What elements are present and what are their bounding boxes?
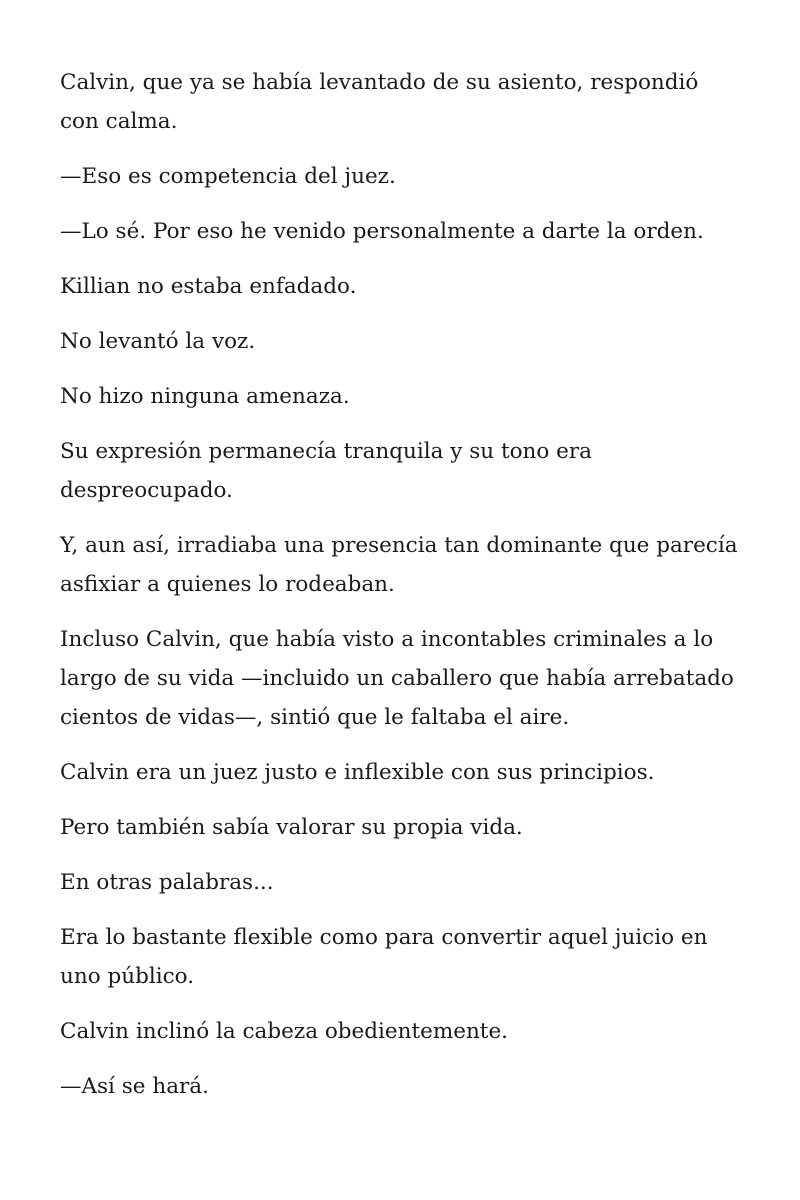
paragraph: Killian no estaba enfadado. <box>60 274 357 299</box>
paragraph: No hizo ninguna amenaza. <box>60 384 350 409</box>
paragraph: Calvin, que ya se había levantado de su asiento, respondió con calma. <box>60 70 699 134</box>
paragraph: Calvin era un juez justo e inflexible con sus principios. <box>60 760 655 785</box>
paragraph: Era lo bastante flexible como para convertir aquel juicio en uno público. <box>60 925 708 989</box>
paragraph: —Lo sé. Por eso he venido personalmente a darte la orden. <box>60 219 704 244</box>
paragraph: En otras palabras... <box>60 870 274 895</box>
paragraph: Calvin inclinó la cabeza obedientemente. <box>60 1019 509 1044</box>
paragraph: No levantó la voz. <box>60 329 256 354</box>
paragraph: Incluso Calvin, que había visto a incontables criminales a lo largo de su vida —incluido un caballero que había arrebatado cientos de vidas—, sintió que le faltaba el aire. <box>60 627 734 730</box>
document-page <box>60 63 740 1122</box>
paragraph: Su expresión permanecía tranquila y su tono era despreocupado. <box>60 439 592 503</box>
paragraph: —Así se hará. <box>60 1074 209 1099</box>
paragraph: —Eso es competencia del juez. <box>60 164 396 189</box>
paragraph: Pero también sabía valorar su propia vida. <box>60 815 523 840</box>
paragraph: Y, aun así, irradiaba una presencia tan dominante que parecía asfixiar a quienes lo rodeaban. <box>60 533 738 597</box>
